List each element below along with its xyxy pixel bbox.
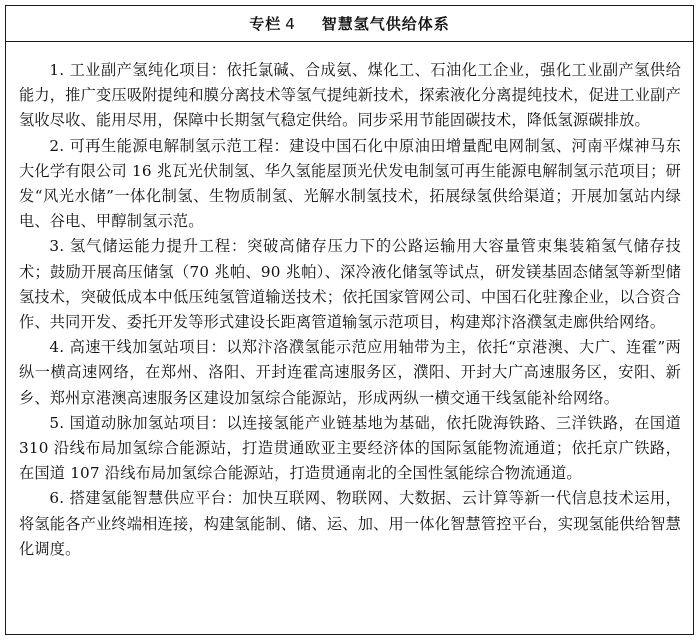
item-paragraph-2: 2. 可再生能源电解制氢示范工程：建设中国石化中原油田增量配电网制氢、河南平煤神马东大化学有限公司 16 兆瓦光伏制氢、华久氢能屋顶光伏发电制氢可再生能源电解制氢示范项目；研发“风光水储”一体化制氢、生物质制氢、光解水制氢技术，拓展绿氢供给渠道；开展加氢站内绿电、谷电、甲醇制氢示范。 xyxy=(19,136,681,231)
column-title: 智慧氢气供给体系 xyxy=(321,15,450,33)
column-content xyxy=(6,42,693,562)
item-paragraph-3: 3. 氢气储运能力提升工程：突破高储存压力下的公路运输用大容量管束集装箱氢气储存技术；鼓励开展高压储氢（70 兆帕、90 兆帕）、深冷液化储氢等试点，研发镁基固态储氢等新型储氢技术，突破低成本中低压纯氢管道输送技术；依托国家管网公司、中国石化驻豫企业，以合资合作、共同开发、委托开发等形式建设长距离管道输氢示范项目，构建郑汴洛濮氢走廊供给网络。 xyxy=(19,237,681,332)
item-paragraph-6: 6. 搭建氢能智慧供应平台：加快互联网、物联网、大数据、云计算等新一代信息技术运用，将氢能各产业终端相连接，构建氢能制、储、运、加、用一体化智慧管控平台，实现氢能供给智慧化调度。 xyxy=(19,489,681,558)
column-header xyxy=(6,6,693,42)
column-box xyxy=(5,5,694,635)
item-paragraph-5: 5. 国道动脉加氢站项目：以连接氢能产业链基地为基础，依托陇海铁路、三洋铁路，在国道 310 沿线布局加氢综合能源站，打造贯通欧亚主要经济体的国际氢能物流通道；依托京广铁路，在国道 107 沿线布局加氢综合能源站，打造贯通南北的全国性氢能综合物流通道。 xyxy=(19,413,681,483)
column-number: 4 xyxy=(285,14,296,33)
item-paragraph-4: 4. 高速干线加氢站项目：以郑汴洛濮氢能示范应用轴带为主，依托“京港澳、大广、连霍”两纵一横高速网络，在郑州、洛阳、开封连霍高速服务区，濮阳、开封大广高速服务区，安阳、新乡、郑州京港澳高速服务区建设加氢综合能源站，形成两纵一横交通干线氢能补给网络。 xyxy=(19,338,681,407)
column-label: 专栏 xyxy=(249,15,282,33)
item-paragraph-1: 1. 工业副产氢纯化项目：依托氯碱、合成氨、煤化工、石油化工企业，强化工业副产氢供给能力，推广变压吸附提纯和膜分离技术等氢气提纯新技术，探索液化分离提纯技术，促进工业副产氢收尽收、能用尽用，保障中长期氢气稳定供给。同步采用节能固碳技术，降低氢源碳排放。 xyxy=(19,61,681,130)
